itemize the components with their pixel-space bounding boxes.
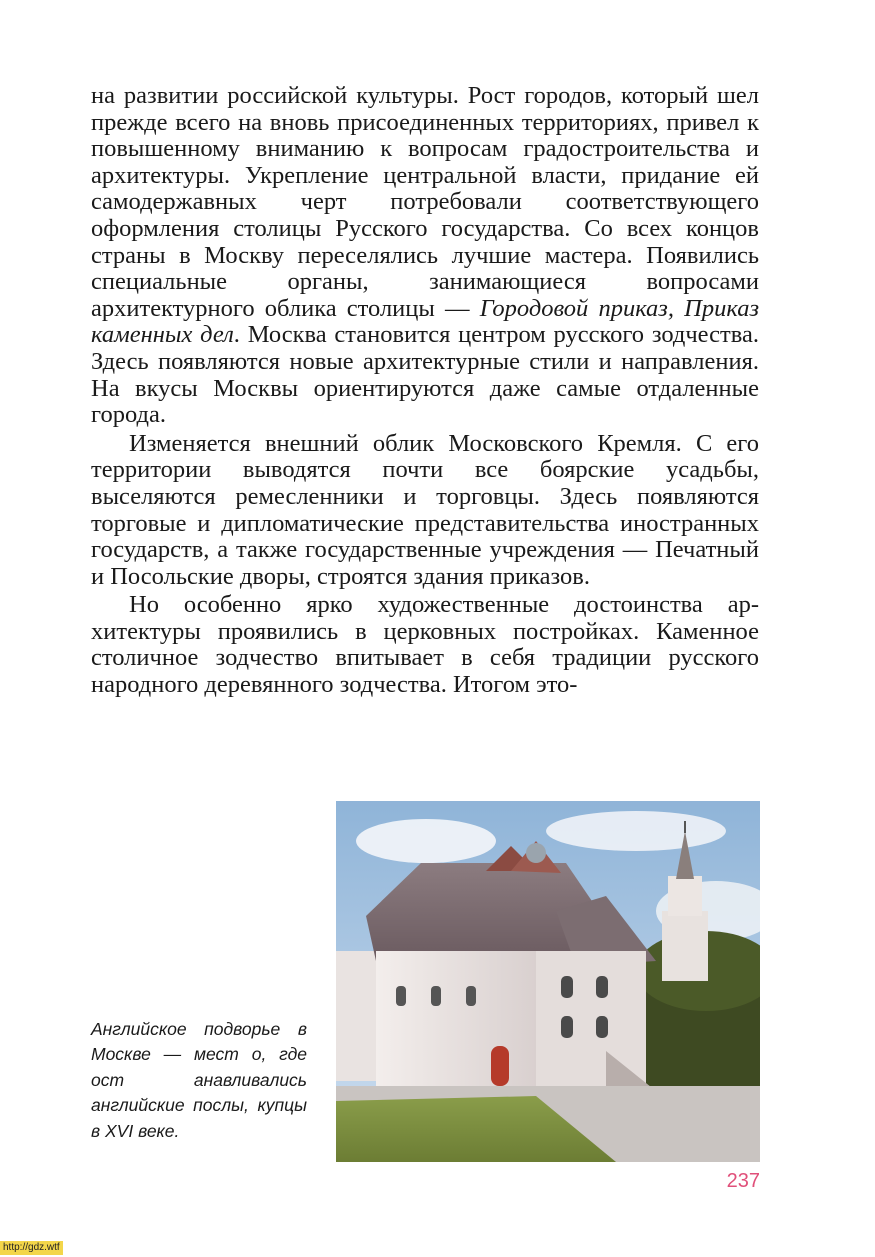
main-text (91, 83, 759, 699)
page-number: 237 (726, 1170, 760, 1192)
paragraph-2: Изменяется внешний облик Московского Кремля. С его территории выводятся почти все боярские усадьбы, выселяются ремесленники и торговцы. Здесь появляются торговые и дипломатические представительства иностранных государств, а также государственные учреждения — Печатный и Посольские дворы, строятся здания приказов. (91, 429, 759, 590)
paragraph-1-text-b: . Москва становится центром русского зодчества. Здесь появляются новые архитектурные стили и направления. На вкусы Москвы ориентируются даже самые отдаленные города. (91, 321, 759, 429)
building-illustration (336, 801, 760, 1162)
english-court-photo (336, 801, 760, 1162)
paragraph-1-text-a: на развитии российской культуры. Рост городов, который шел прежде всего на вновь присоединенных территориях, привел к повышенному вниманию к вопросам градостроительства и архитектуры. Укрепление центральной власти, придание ей самодержавных черт потребовали соответствующего оформления столицы Русского государства. Со всех концов страны в Москву переселялись лучшие мастера. Появились специальные органы, занимающиеся вопросами архитектурного облика столицы — (91, 82, 759, 322)
paragraph-1 (91, 83, 759, 429)
watermark-link[interactable]: http://gdz.wtf (0, 1241, 63, 1255)
paragraph-3: Но особенно ярко художественные достоинства архитектуры проявились в церковных постройках. Каменное столичное зодчество впитывает в себя традиции русского народного деревянного зодчества. Итогом это- (91, 591, 759, 699)
paragraph-1-italic-term: Городовой приказ, Приказ каменных дел (91, 294, 759, 349)
photo-caption: Английское подворье в Москве — мест о, где ост анавливались английские послы, купцы в XVI веке. (91, 1019, 307, 1141)
